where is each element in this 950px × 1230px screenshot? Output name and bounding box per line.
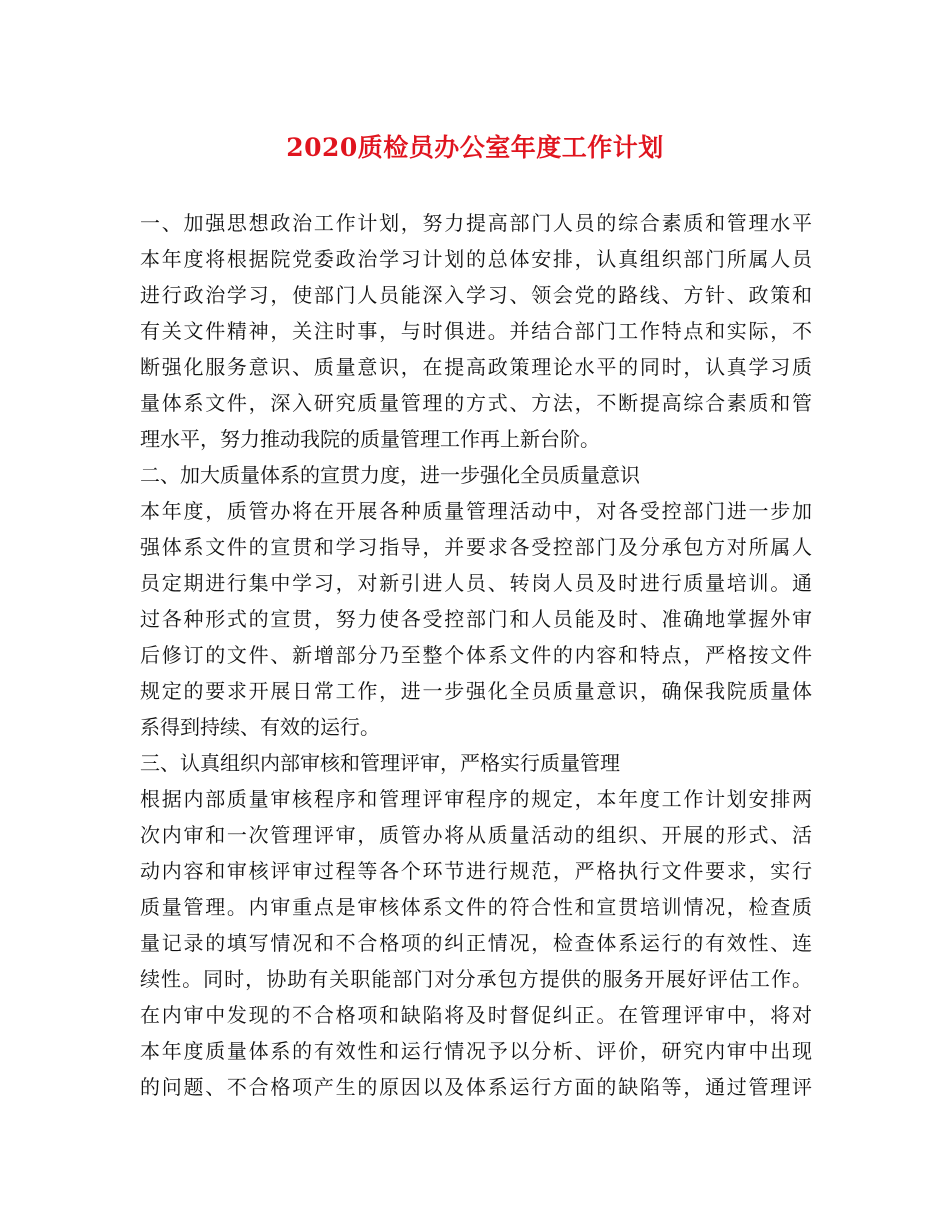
body-line: 系得到持续、有效的运行。 <box>140 715 380 739</box>
body-line: 过各种形式的宣贯，努力使各受控部门和人员能及时、准确地掌握外审 <box>140 607 812 631</box>
heading-2: 二、加大质量体系的宣贯力度，进一步强化全员质量意识 <box>140 463 640 487</box>
body-line: 动内容和审核评审过程等各个环节进行规范，严格执行文件要求，实行 <box>140 859 812 883</box>
body-line: 量体系文件，深入研究质量管理的方式、方法，不断提高综合素质和管 <box>140 391 812 415</box>
body-line: 理水平，努力推动我院的质量管理工作再上新台阶。 <box>140 427 600 451</box>
body-line: 后修订的文件、新增部分乃至整个体系文件的内容和特点，严格按文件 <box>140 643 812 667</box>
body-line: 次内审和一次管理评审，质管办将从质量活动的组织、开展的形式、活 <box>140 823 812 847</box>
body-line: 员定期进行集中学习，对新引进人员、转岗人员及时进行质量培训。通 <box>140 571 812 595</box>
document-title: 2020质检员办公室年度工作计划 <box>286 133 664 162</box>
document-body <box>140 205 812 1105</box>
body-line: 本年度将根据院党委政治学习计划的总体安排，认真组织部门所属人员 <box>140 247 812 271</box>
body-line: 本年度质量体系的有效性和运行情况予以分析、评价，研究内审中出现 <box>140 1039 812 1063</box>
body-line: 质量管理。内审重点是审核体系文件的符合性和宣贯培训情况，检查质 <box>140 895 812 919</box>
body-line: 规定的要求开展日常工作，进一步强化全员质量意识，确保我院质量体 <box>140 679 812 703</box>
body-line: 有关文件精神，关注时事，与时俱进。并结合部门工作特点和实际，不 <box>140 319 812 343</box>
body-line: 进行政治学习，使部门人员能深入学习、领会党的路线、方针、政策和 <box>140 283 812 307</box>
body-line: 本年度，质管办将在开展各种质量管理活动中，对各受控部门进一步加 <box>140 499 812 523</box>
body-line: 量记录的填写情况和不合格项的纠正情况，检查体系运行的有效性、连 <box>140 931 812 955</box>
body-line: 根据内部质量审核程序和管理评审程序的规定，本年度工作计划安排两 <box>140 787 812 811</box>
body-line: 强体系文件的宣贯和学习指导，并要求各受控部门及分承包方对所属人 <box>140 535 812 559</box>
heading-1: 一、加强思想政治工作计划，努力提高部门人员的综合素质和管理水平 <box>140 211 812 235</box>
body-line: 的问题、不合格项产生的原因以及体系运行方面的缺陷等，通过管理评 <box>140 1075 812 1099</box>
body-line: 续性。同时，协助有关职能部门对分承包方提供的服务开展好评估工作。 <box>140 967 812 991</box>
heading-3: 三、认真组织内部审核和管理评审，严格实行质量管理 <box>140 751 620 775</box>
body-line: 在内审中发现的不合格项和缺陷将及时督促纠正。在管理评审中，将对 <box>140 1003 812 1027</box>
body-line: 断强化服务意识、质量意识，在提高政策理论水平的同时，认真学习质 <box>140 355 812 379</box>
